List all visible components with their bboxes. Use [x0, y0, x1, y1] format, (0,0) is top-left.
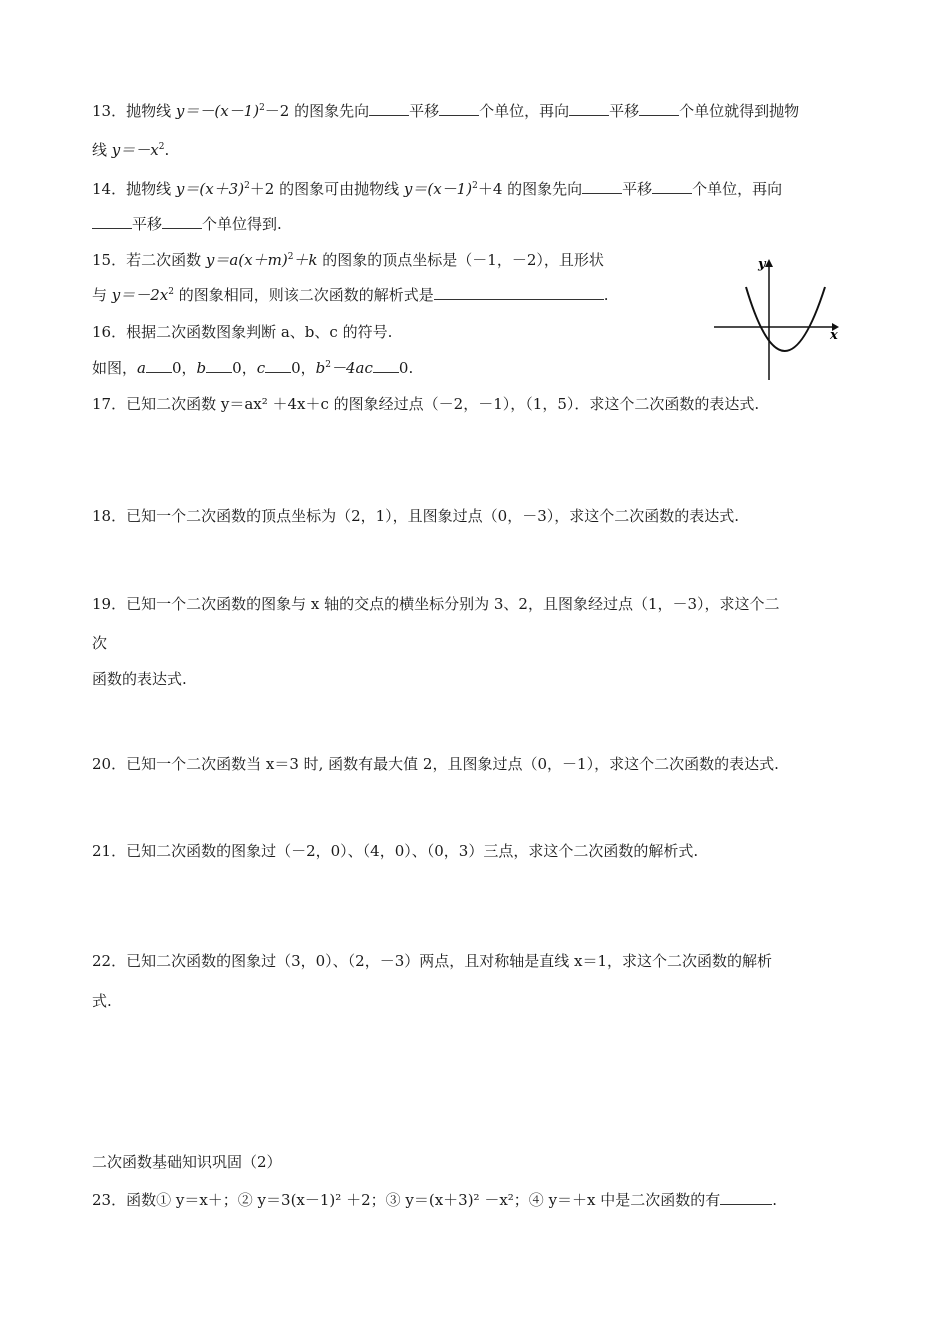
blank[interactable]	[369, 101, 409, 116]
blank[interactable]	[92, 214, 132, 229]
problem-17: 17．已知二次函数 y＝ax² ＋4x＋c 的图象经过点（－2，－1），（1，5）．求这个二次函数的表达式.	[92, 395, 760, 413]
problem-19-line-3: 函数的表达式.	[92, 670, 187, 688]
parabola-graph	[712, 255, 842, 385]
blank[interactable]	[265, 358, 291, 373]
blank[interactable]	[582, 179, 622, 194]
problem-21: 21．已知二次函数的图象过（－2，0）、（4，0）、（0，3）三点，求这个二次函数的解析式.	[92, 842, 699, 860]
problem-23: 23．函数① y＝x＋；② y＝3(x－1)² ＋2；③ y＝(x＋3)² －x²；④ y＝＋x 中是二次函数的有 .	[92, 1191, 778, 1209]
y-axis-arrow	[765, 259, 773, 267]
problem-19-line-1: 19．已知一个二次函数的图象与 x 轴的交点的横坐标分别为 3、2，且图象经过点（1，－3），求这个二	[92, 595, 780, 613]
section-title: 二次函数基础知识巩固（2）	[92, 1153, 282, 1171]
problem-18: 18．已知一个二次函数的顶点坐标为（2，1），且图象过点（0，－3），求这个二次函数的表达式.	[92, 507, 740, 525]
blank[interactable]	[439, 101, 479, 116]
parabola-curve	[746, 287, 825, 351]
problem-13-line-2: 线 $y=-x^2$.	[92, 141, 170, 159]
blank[interactable]	[652, 179, 692, 194]
answer-blank[interactable]	[720, 1190, 772, 1205]
problem-15-line-1: 15．若二次函数 $y=a(x+m)^2+k$ 的图象的顶点坐标是（－1，－2），且形状	[92, 251, 604, 269]
blank[interactable]	[206, 358, 232, 373]
blank[interactable]	[569, 101, 609, 116]
x-axis-label: x	[830, 328, 838, 343]
problem-22-line-2: 式.	[92, 992, 112, 1010]
problem-14-line-1: 14．抛物线 $y=(x+3)^2+2$ 的图象可由抛物线 $y=(x-1)^2+4$ 的图象先向 平移 个单位，再向	[92, 180, 783, 198]
problem-20: 20．已知一个二次函数当 x＝3 时, 函数有最大值 2，且图象过点（0，－1），求这个二次函数的表达式.	[92, 755, 779, 773]
problem-15-line-2: 与 $y=-2x^2$ 的图象相同，则该二次函数的解析式是 .	[92, 286, 609, 304]
blank[interactable]	[146, 358, 172, 373]
blank[interactable]	[162, 214, 202, 229]
problem-22-line-1: 22．已知二次函数的图象过（3，0）、（2，－3）两点，且对称轴是直线 x＝1，求这个二次函数的解析	[92, 952, 773, 970]
y-axis-label: y	[758, 257, 766, 272]
problem-16-line-1: 16．根据二次函数图象判断 a、b、c 的符号.	[92, 323, 393, 341]
blank[interactable]	[639, 101, 679, 116]
problem-13-line-1: 13．抛物线 $y=-(x-1)^2-2$ 的图象先向 平移 个单位，再向 平移 个单位就得到抛物	[92, 102, 800, 120]
problem-16-line-2: 如图，a 0，b 0，c 0，$b^2-4ac$ 0.	[92, 359, 414, 377]
problem-14-line-2: 平移 个单位得到.	[92, 214, 282, 234]
problem-19-line-2: 次	[92, 634, 108, 652]
blank[interactable]	[373, 358, 399, 373]
answer-blank[interactable]	[434, 285, 604, 300]
